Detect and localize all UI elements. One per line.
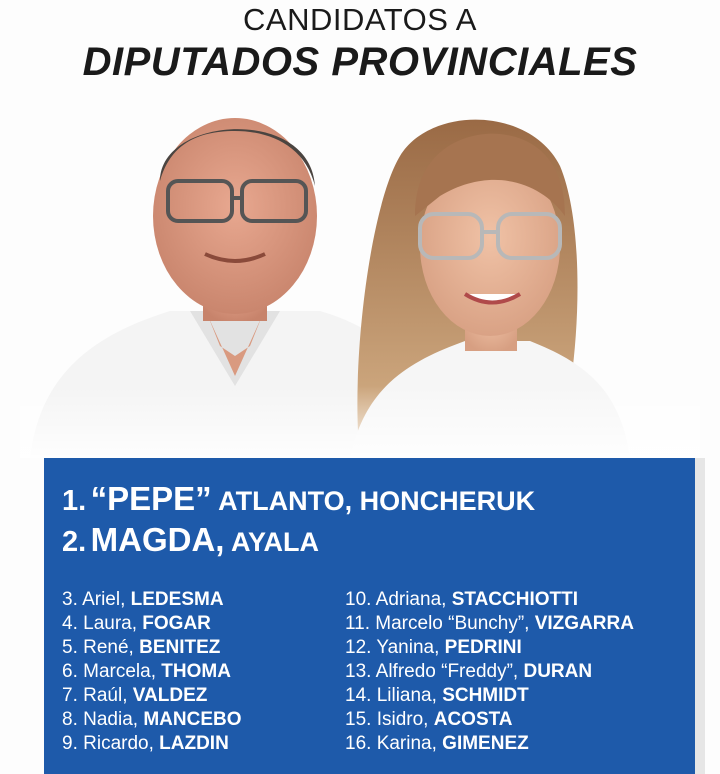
header-line-1: CANDIDATOS A (243, 2, 477, 37)
list-item: 6. Marcela, THOMA (62, 661, 231, 682)
list-item: 8. Nadia, MANCEBO (62, 709, 242, 730)
list-item: 5. René, BENITEZ (62, 637, 221, 658)
candidate-list-right (345, 588, 634, 756)
list-item: 10. Adriana, STACCHIOTTI (345, 589, 579, 610)
main-candidate-2 (62, 521, 319, 559)
main-candidate-1-surname: ATLANTO, HONCHERUK (211, 486, 536, 516)
list-item: 4. Laura, FOGAR (62, 613, 211, 634)
main-candidate-1 (62, 480, 535, 518)
list-item: 13. Alfredo “Freddy”, DURAN (345, 661, 593, 682)
list-item: 7. Raúl, VALDEZ (62, 685, 208, 706)
candidate-list-left (62, 588, 242, 756)
list-item: 16. Karina, GIMENEZ (345, 733, 529, 754)
panel-edge (695, 458, 705, 774)
list-item: 11. Marcelo “Bunchy”, VIZGARRA (345, 613, 634, 634)
candidate-photos (20, 86, 700, 458)
header-line-2: DIPUTADOS PROVINCIALES (82, 40, 638, 84)
main-candidate-2-surname: AYALA (224, 527, 320, 557)
list-item: 15. Isidro, ACOSTA (345, 709, 513, 730)
list-item: 9. Ricardo, LAZDIN (62, 733, 229, 754)
list-item: 14. Liliana, SCHMIDT (345, 685, 529, 706)
main-candidate-1-number: 1. (62, 485, 87, 517)
list-item: 3. Ariel, LEDESMA (62, 589, 224, 610)
main-candidate-2-name: MAGDA, (90, 521, 225, 558)
main-candidate-1-name: “PEPE” (90, 480, 212, 517)
main-candidate-2-number: 2. (62, 526, 87, 558)
list-item: 12. Yanina, PEDRINI (345, 637, 522, 658)
